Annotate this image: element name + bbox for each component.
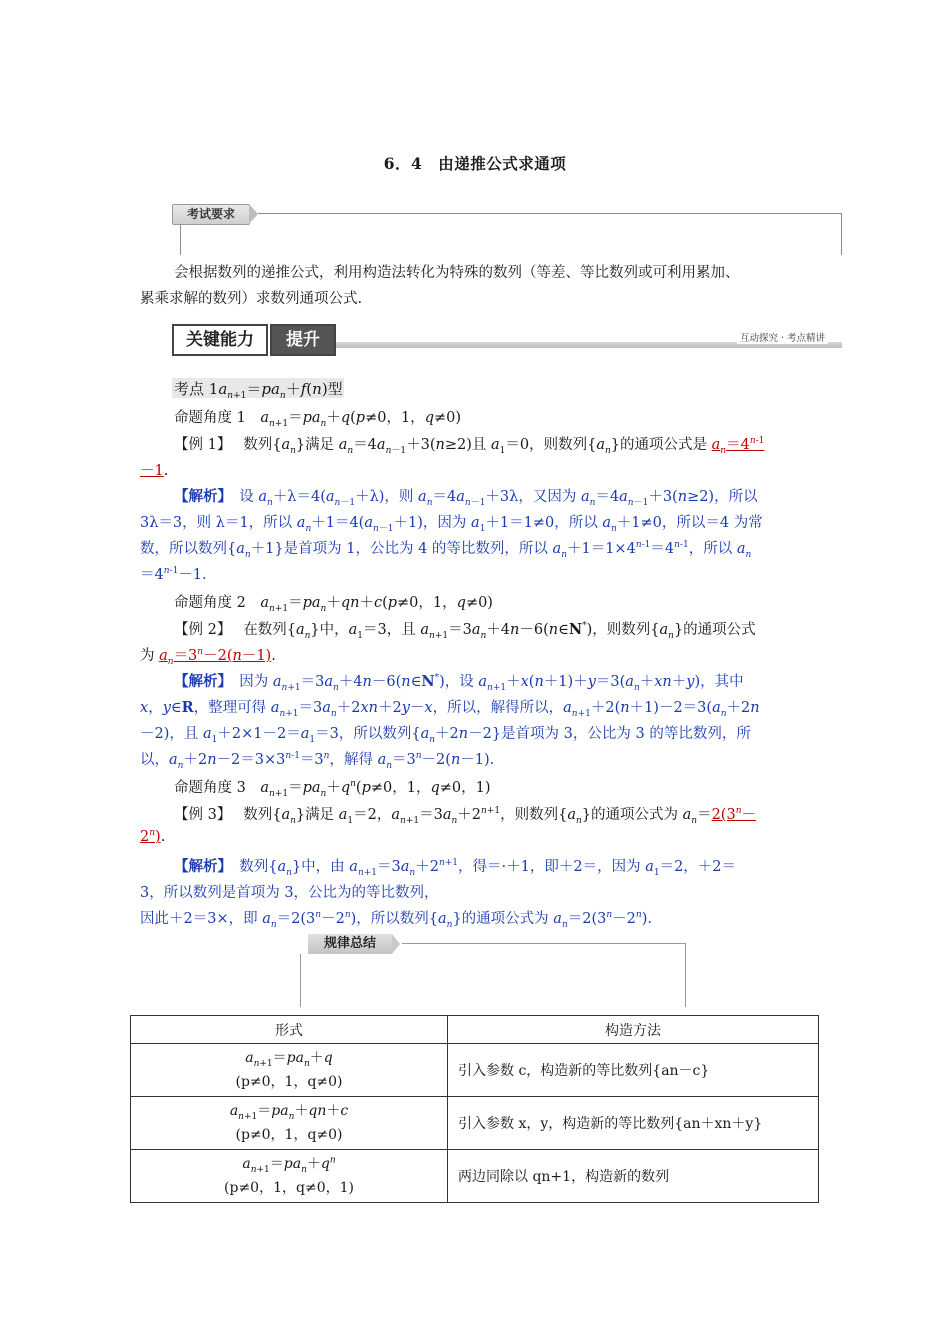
analysis-label: 【解析】	[174, 488, 225, 505]
angle-2: 命题角度 2 $a_{n+1}=pa_n+qn+c(p\ne 0$，1，q≠0)	[174, 595, 493, 614]
requirement-tab: 考试要求	[172, 204, 250, 225]
analysis-label: 【解析】	[174, 673, 225, 690]
angle-label: 命题角度 3	[174, 780, 246, 796]
method-cell: 引入参数 c，构造新的等比数列{an－c}	[448, 1044, 819, 1097]
example-3-line2: 2$^n$).	[140, 828, 166, 845]
analysis-label: 【解析】	[174, 858, 225, 875]
header-method: 构造方法	[448, 1016, 819, 1044]
banner-label: 关键能力	[172, 324, 268, 356]
example-label: 【例 1】	[174, 437, 225, 453]
divider	[180, 225, 181, 255]
table-row	[131, 1097, 819, 1150]
kaodian-heading: 考点 $1a_{n+1}=pa_n+f(n)$型	[174, 380, 343, 401]
example-2-line1: 【例 2】 在数列$\{a_n\}$中，$a_1=3$，且 $a_{n+1}=3a_n+4n-6(n\in N^*)$，则数列$\{a_n\}$的通项公式	[174, 621, 756, 641]
header-form: 形式	[131, 1016, 448, 1044]
divider	[258, 213, 842, 214]
divider	[841, 213, 842, 255]
divider	[300, 954, 301, 1007]
form-condition: (p≠0，1，q≠0)	[235, 1074, 343, 1090]
page-title: 6．4 由递推公式求通项	[383, 154, 567, 173]
form-condition: (p≠0，1，q≠0，1)	[224, 1180, 354, 1196]
analysis-3-line2: 3，所以数列是首项为 3，公比为的等比数列，	[140, 885, 439, 901]
banner-subtitle: 互动探究 · 考点精讲	[737, 330, 828, 344]
method-cell: 两边同除以 qn+1，构造新的数列	[448, 1150, 819, 1203]
form-cell: $a_{n+1}=pa_n+q$ (p≠0，1，q≠0)	[131, 1044, 448, 1097]
form-cell: $a_{n+1}=pa_n+q^n$ (p≠0，1，q≠0，1)	[131, 1150, 448, 1203]
example-3-line1: 【例 3】 数列$\{a_n\}$满足 $a_1=2$，$a_{n+1}=3a_n+2^{n+1}$，则数列$\{a_n\}$的通项公式为 $a_n=2(3^n-$	[174, 806, 756, 826]
angle-label: 命题角度 2	[174, 595, 246, 611]
example-label: 【例 2】	[174, 622, 225, 638]
angle-1: 命题角度 1 $a_{n+1}=pa_n+q(p\ne 0$，1，q≠0)	[174, 410, 462, 429]
summary-tab: 规律总结	[308, 934, 392, 954]
kaodian-label: 考点 1	[174, 380, 219, 398]
divider	[685, 943, 686, 1007]
angle-label: 命题角度 1	[174, 410, 246, 426]
divider	[402, 943, 686, 944]
method-cell: 引入参数 x，y，构造新的等比数列{an＋xn＋y}	[448, 1097, 819, 1150]
example-1-line2: －1.	[140, 463, 169, 479]
analysis-2-line1: 【解析】 因为 $a_{n+1}=3a_n+4n-6(n\in N^*)$，设 $a_{n+1}+x(n+1)+y=3(a_n+xn+y)$，其中	[174, 673, 744, 693]
analysis-2-line2: x，y∈R，整理可得 $a_{n+1}=3a_n+2xn+2y-x$，所以，解得所以，$a_{n+1}+2(n+1)-2=3(a_n+2n$	[140, 699, 760, 719]
analysis-2-line3: －2)，且 $a_1+2\times 1-2=a_1=3$，所以数列$\{a_n+2n-2\}$是首项为 3，公比为 3 的等比数列，所	[140, 726, 751, 745]
banner-highlight: 提升	[270, 324, 336, 356]
analysis-1-line3: 数，所以数列$\{a_n+1\}$是首项为 1，公比为 4 的等比数列，所以 $a_n+1=1\times 4^{n-1}=4^{n-1}$，所以 $a_n$	[140, 540, 752, 560]
requirement-text-2: 累乘求解的数列）求数列通项公式.	[140, 291, 363, 307]
summary-table	[130, 1015, 819, 1203]
analysis-1-line1: 【解析】 设 $a_n+\lambda=4(a_{n-1}+\lambda)$，则 $a_n=4a_{n-1}+3\lambda$，又因为 $a_n=4a_{n-1}+3(n\ge 2)$，所以	[174, 488, 758, 508]
table-row	[131, 1044, 819, 1097]
table-row	[131, 1150, 819, 1203]
key-ability-banner	[172, 324, 842, 354]
analysis-1-line2: 3λ＝3，则 λ＝1，所以 $a_n+1=4(a_{n-1}+1)$，因为 $a_1+1=1\ne 0$，所以 $a_n+1\ne 0$，所以＝4 为常	[140, 515, 763, 534]
angle-3: 命题角度 3 $a_{n+1}=pa_n+q^n(p\ne 0$，1，q≠0，1)	[174, 779, 491, 799]
analysis-3-line3: 因此＋2＝3×，即 $a_n=2(3^n-2^n)$，所以数列$\{a_n\}$的通项公式为 $a_n=2(3^n-2^n)$.	[140, 910, 652, 930]
requirement-text-1: 会根据数列的递推公式，利用构造法转化为特殊的数列（等差、等比数列或可利用累加、	[174, 265, 740, 281]
form-cell: $a_{n+1}=pa_n+qn+c$ (p≠0，1，q≠0)	[131, 1097, 448, 1150]
analysis-1-line4: $=4^{n-1}-1$.	[140, 566, 207, 583]
form-condition: (p≠0，1，q≠0)	[235, 1127, 343, 1143]
example-1-line1: 【例 1】 数列$\{a_n\}$满足 $a_n=4a_{n-1}+3(n\ge 2)$且 $a_1=0$，则数列$\{a_n\}$的通项公式是 $a_n=4^{n-1}$	[174, 436, 765, 456]
example-2-line2: 为 $a_n=3^n-2(n-1)$.	[140, 647, 276, 667]
analysis-3-line1: 【解析】 数列$\{a_n\}$中，由 $a_{n+1}=3a_n+2^{n+1}$，得＝·＋1，即＋2＝，因为 $a_1=2$，＋2＝	[174, 858, 737, 878]
example-label: 【例 3】	[174, 807, 225, 823]
analysis-2-line4: 以，$a_n+2n-2=3\times 3^{n-1}=3^n$，解得 $a_n=3^n-2(n-1)$.	[140, 751, 495, 771]
table-header-row	[131, 1016, 819, 1044]
